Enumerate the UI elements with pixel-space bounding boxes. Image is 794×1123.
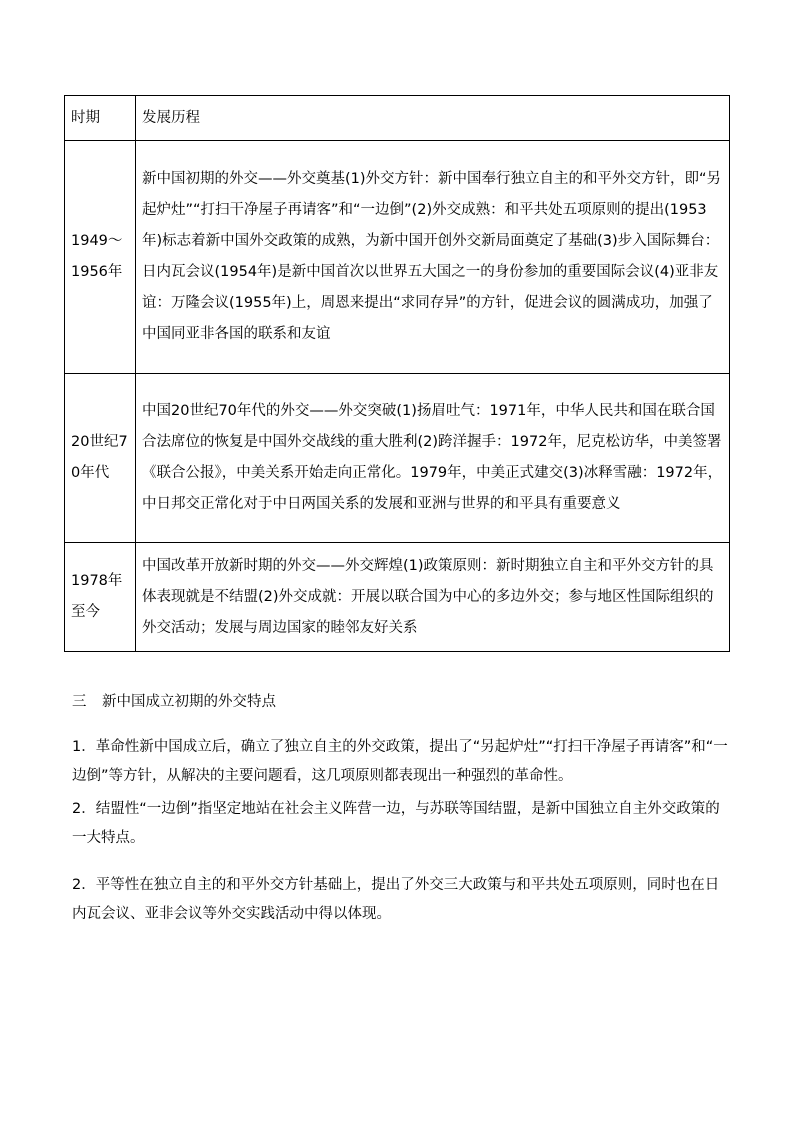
section-number: 三 xyxy=(72,694,87,710)
row-period: 1949～1956年 xyxy=(65,141,136,374)
row-history: 中国改革开放新时期的外交——外交辉煌(1)政策原则：新时期独立自主和平外交方针的具体表现就是不结盟(2)外交成就：开展以联合国为中心的多边外交；参与地区性国际组织的外交活动；发展与周边国家的睦邻友好关系 xyxy=(136,543,730,652)
paragraph-alliance: 2．结盟性“一边倒”指坚定地站在社会主义阵营一边，与苏联等国结盟，是新中国独立自主外交政策的一大特点。 xyxy=(72,801,720,846)
row-period: 1978年至今 xyxy=(65,543,136,652)
header-history: 发展历程 xyxy=(136,96,730,141)
section-title: 新中国成立初期的外交特点 xyxy=(102,694,276,710)
row-period: 20世纪70年代 xyxy=(65,374,136,543)
row-history: 中国20世纪70年代的外交——外交突破(1)扬眉吐气：1971年，中华人民共和国在联合国合法席位的恢复是中国外交战线的重大胜利(2)跨洋握手：1972年，尼克松访华，中美签署《联合公报》，中美关系开始走向正常化。1979年，中美正式建交(3)冰释雪融：1972年，中日邦交正常化对于中日两国关系的发展和亚洲与世界的和平具有重要意义 xyxy=(136,374,730,543)
paragraph-equality: 2．平等性在独立自主的和平外交方针基础上，提出了外交三大政策与和平共处五项原则，同时也在日内瓦会议、亚非会议等外交实践活动中得以体现。 xyxy=(72,877,720,922)
row-history: 新中国初期的外交——外交奠基(1)外交方针：新中国奉行独立自主的和平外交方针，即“另起炉灶”“打扫干净屋子再请客”和“一边倒”(2)外交成熟：和平共处五项原则的提出(1953年)标志着新中国外交政策的成熟，为新中国开创外交新局面奠定了基础(3)步入国际舞台：日内瓦会议(1954年)是新中国首次以世界五大国之一的身份参加的重要国际会议(4)亚非友谊：万隆会议(1955年)上，周恩来提出“求同存异”的方针，促进会议的圆满成功，加强了中国同亚非各国的联系和友谊 xyxy=(136,141,730,374)
diplomacy-history-table xyxy=(64,95,730,652)
header-period: 时期 xyxy=(65,96,136,141)
table-row xyxy=(65,543,730,652)
paragraph-revolutionary: 1．革命性新中国成立后，确立了独立自主的外交政策，提出了“另起炉灶”“打扫干净屋子再请客”和“一边倒”等方针，从解决的主要问题看，这几项原则都表现出一种强烈的革命性。 xyxy=(72,739,728,784)
table-row xyxy=(65,141,730,374)
table-row xyxy=(65,374,730,543)
table-header-row xyxy=(65,96,730,141)
section-heading xyxy=(72,690,276,714)
